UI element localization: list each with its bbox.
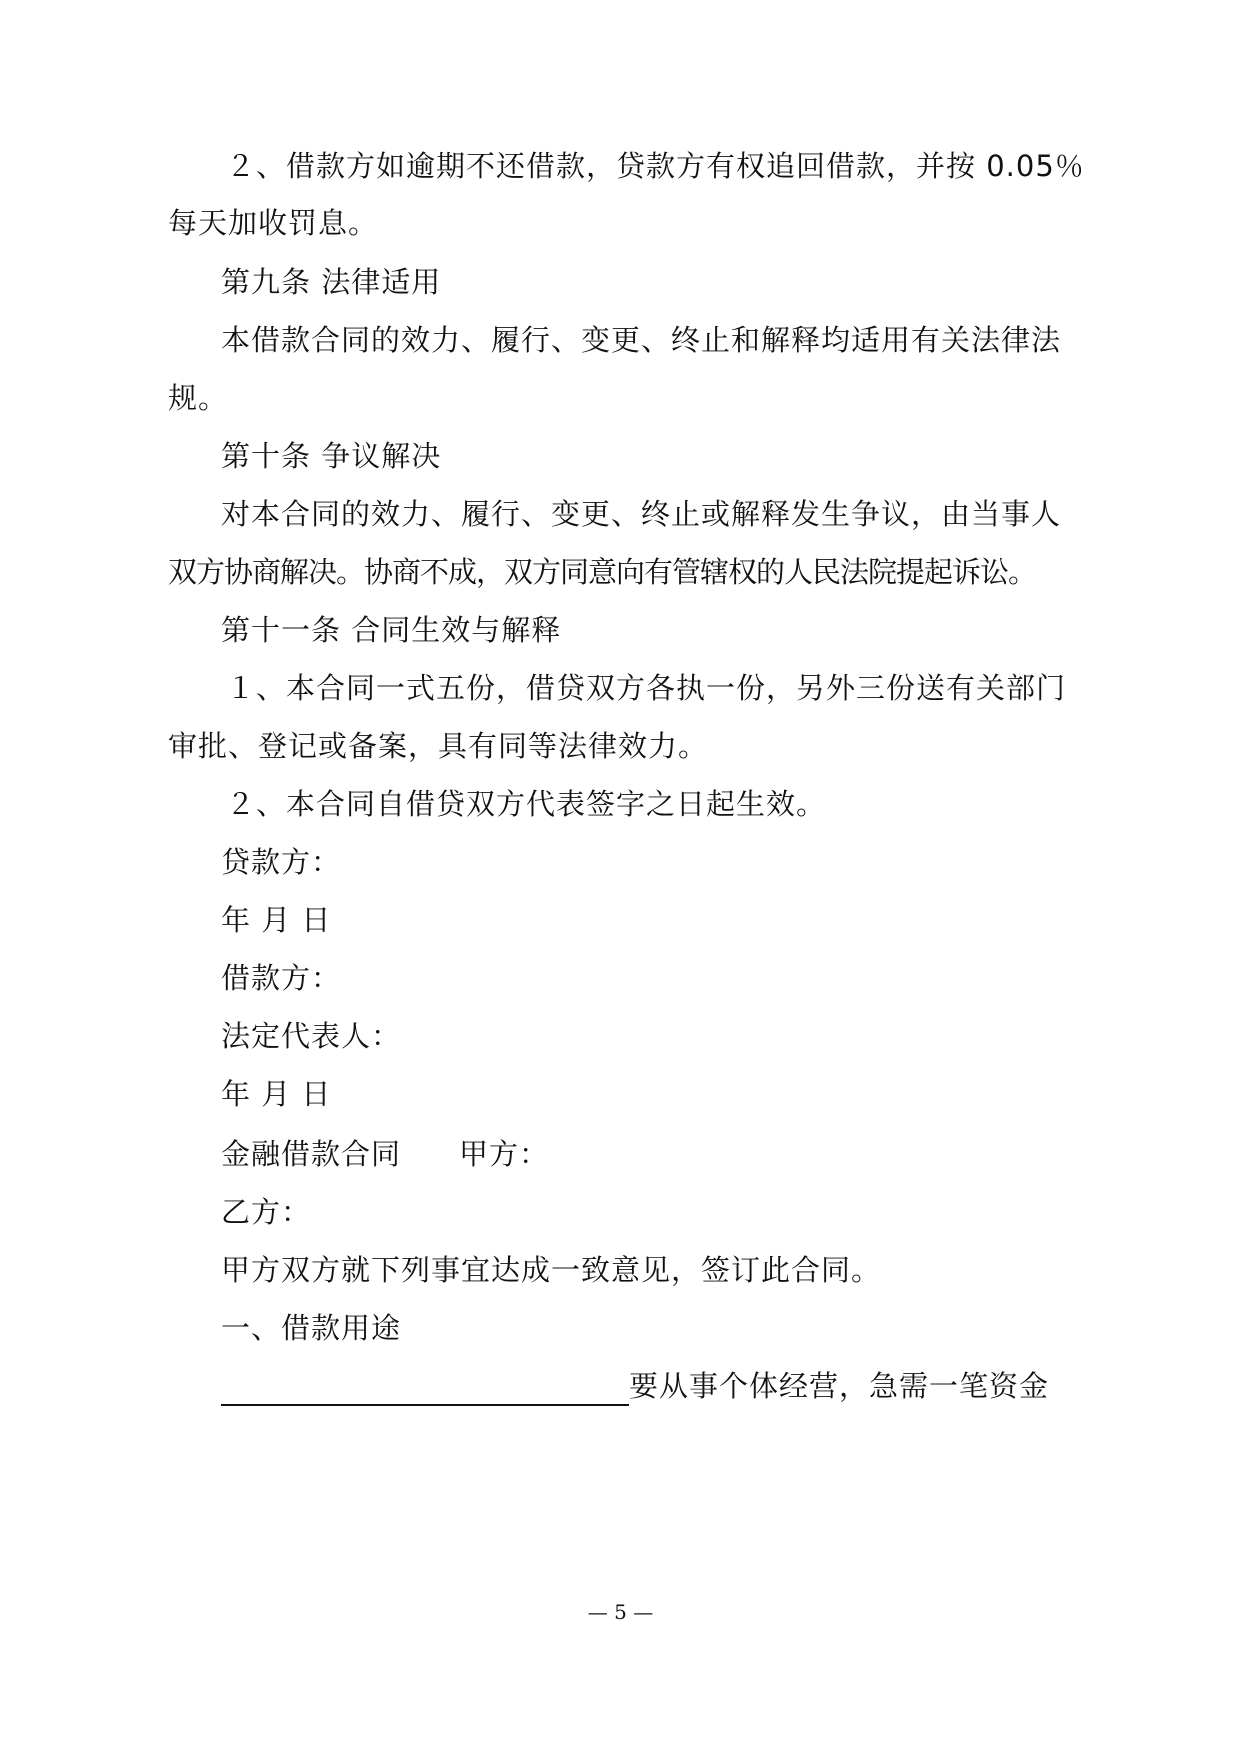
clause-9-heading: 第九条 法律适用 (221, 265, 442, 299)
clause-11-heading: 第十一条 合同生效与解释 (221, 613, 562, 647)
contract-title-line (221, 1134, 549, 1174)
clause-10-heading: 第十条 争议解决 (221, 439, 442, 473)
contract-title: 金融借款合同 (221, 1137, 402, 1171)
fill-in-blank[interactable] (221, 1370, 629, 1406)
clause-10-text-line-1: 对本合同的效力、履行、变更、终止或解释发生争议，由当事人 (221, 497, 1062, 531)
clause-11-item-1-line-1: １、本合同一式五份，借贷双方各执一份，另外三份送有关部门 (226, 671, 1067, 705)
clause-11-item-2: ２、本合同自借贷双方代表签字之日起生效。 (226, 787, 827, 821)
clause-9-text-line-1: 本借款合同的效力、履行、变更、终止和解释均适用有关法律法 (221, 323, 1062, 357)
lender-date-line: 年 月 日 (221, 903, 332, 937)
party-a-label: 甲方： (459, 1137, 550, 1171)
purpose-text: 要从事个体经营，急需一笔资金 (629, 1369, 1050, 1403)
clause-9-text-line-2: 规。 (168, 381, 229, 415)
clause-8-item-2-line-1: ２、借款方如逾期不还借款，贷款方有权追回借款，并按 0.05％ (226, 149, 1085, 183)
lender-signature-label: 贷款方： (221, 845, 342, 879)
clause-11-item-1-line-2: 审批、登记或备案，具有同等法律效力。 (168, 729, 709, 763)
page-number: — 5 — (587, 1600, 654, 1624)
borrower-date-line: 年 月 日 (221, 1077, 332, 1111)
legal-representative-label: 法定代表人： (221, 1019, 402, 1053)
section-1-heading: 一、借款用途 (221, 1311, 402, 1345)
clause-10-text-line-2: 双方协商解决。协商不成，双方同意向有管辖权的人民法院提起诉讼。 (168, 555, 1037, 589)
clause-8-item-2-line-2: 每天加收罚息。 (168, 206, 379, 240)
purpose-line (221, 1366, 1049, 1406)
borrower-signature-label: 借款方： (221, 961, 342, 995)
agreement-intro: 甲方双方就下列事宜达成一致意见，签订此合同。 (221, 1253, 882, 1287)
party-b-label: 乙方： (221, 1195, 312, 1229)
